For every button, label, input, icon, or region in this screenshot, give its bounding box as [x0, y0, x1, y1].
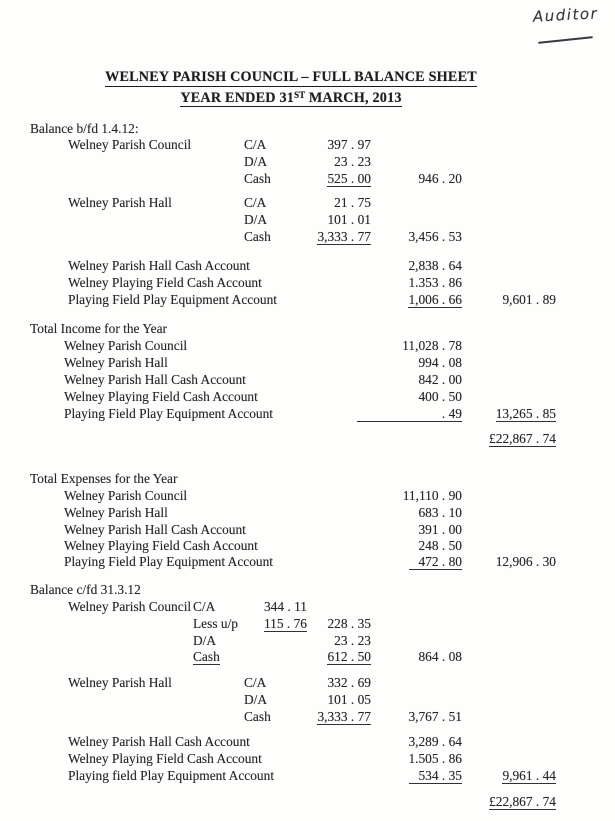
account-name: Welney Parish Hall Cash Account: [68, 258, 250, 273]
account-name: Welney Playing Field Cash Account: [68, 275, 262, 290]
ledger-row: [0, 554, 615, 571]
auditor-handwritten-note: Auditor: [532, 4, 599, 26]
amount-cell: 23 . 23: [334, 633, 371, 648]
amount-cell: 842 . 00: [418, 372, 462, 387]
ledger-row: [0, 768, 615, 785]
account-name: Playing field Play Equipment Account: [68, 768, 275, 783]
amount-cell: 2,838 . 64: [408, 258, 462, 273]
section-heading: Total Expenses for the Year: [30, 471, 178, 486]
ledger-row: [0, 372, 615, 389]
subtotal-amount: 864 . 08: [418, 649, 462, 664]
section-heading: Balance c/fd 31.3.12: [30, 582, 141, 597]
account-name: Welney Playing Field Cash Account: [68, 751, 262, 766]
ledger-row: [0, 258, 615, 275]
grand-total-amount: £22,867 . 74: [489, 431, 556, 446]
ledger-row: [0, 229, 615, 246]
amount-cell: 21 . 75: [334, 195, 371, 210]
section-total-amount: 9,961 . 44: [502, 768, 556, 783]
handwritten-underline-stroke: [538, 36, 593, 44]
amount-cell: 397 . 97: [327, 137, 371, 152]
account-name: Welney Parish Hall: [64, 355, 168, 370]
account-name: Welney Parish Council: [64, 338, 188, 353]
ledger-row: [0, 599, 615, 616]
ledger-row: [0, 649, 615, 666]
section-heading-row: [0, 471, 615, 488]
account-type-label: C/A: [193, 599, 216, 614]
account-name: Welney Playing Field Cash Account: [64, 538, 258, 553]
grand-total-amount: £22,867 . 74: [489, 794, 556, 809]
ledger-row: [0, 751, 615, 768]
amount-cell-underlined: 115 . 76: [263, 616, 307, 631]
ledger-row: [0, 338, 615, 355]
ordinal-superscript: ST: [294, 89, 306, 100]
section-heading: Balance b/fd 1.4.12:: [30, 121, 139, 136]
account-name: Welney Parish Council: [68, 137, 192, 152]
ledger-row: [0, 505, 615, 522]
subtotal-amount: 3,767 . 51: [408, 709, 462, 724]
ledger-row: [0, 616, 615, 633]
account-name: Welney Parish Hall: [64, 505, 168, 520]
account-name: Welney Parish Hall: [68, 675, 172, 690]
section-total-amount: 13,265 . 85: [495, 406, 556, 421]
document-title-line1: WELNEY PARISH COUNCIL – FULL BALANCE SHEET: [105, 69, 477, 85]
account-name: Welney Parish Hall: [68, 195, 172, 210]
ledger-row: [0, 292, 615, 309]
amount-cell: 228 . 35: [327, 616, 371, 631]
account-type-label: C/A: [244, 137, 267, 152]
ledger-row: [0, 406, 615, 423]
ledger-row: [0, 389, 615, 406]
account-type-label-underlined: Cash: [193, 649, 220, 664]
amount-cell-underlined: 534 . 35: [409, 768, 462, 784]
amount-cell: 1.353 . 86: [408, 275, 462, 290]
ledger-row: [0, 212, 615, 229]
account-name: Welney Parish Hall Cash Account: [64, 372, 246, 387]
account-name: Playing Field Play Equipment Account: [64, 406, 274, 421]
account-type-label: D/A: [244, 154, 268, 169]
amount-cell: 11,028 . 78: [402, 338, 462, 353]
ledger-row: [0, 692, 615, 709]
ledger-row: [0, 275, 615, 292]
account-type-label: Cash: [244, 229, 271, 244]
ledger-row: [0, 675, 615, 692]
account-name: Welney Parish Council: [68, 599, 192, 614]
ledger-row: [0, 633, 615, 650]
section-heading-row: [0, 582, 615, 599]
subtotal-amount: 946 . 20: [418, 171, 462, 186]
account-type-label: D/A: [244, 212, 268, 227]
account-type-label: Cash: [244, 171, 271, 186]
ledger-row: [0, 538, 615, 555]
ledger-row: [0, 355, 615, 372]
amount-cell: 400 . 50: [418, 389, 462, 404]
section-heading: Total Income for the Year: [30, 321, 168, 336]
account-type-label: Less u/p: [193, 616, 239, 631]
grand-total-row: [0, 794, 615, 811]
section-total-amount: 9,601 . 89: [502, 292, 556, 307]
account-type-label: D/A: [244, 692, 268, 707]
account-type-label: Cash: [244, 709, 271, 724]
account-name: Welney Parish Hall Cash Account: [68, 734, 250, 749]
amount-cell-underlined: 1,006 . 66: [408, 292, 462, 307]
amount-cell-underlined: 612 . 50: [327, 649, 371, 664]
amount-cell: 391 . 00: [418, 522, 462, 537]
section-heading-row: [0, 321, 615, 338]
ledger-row: [0, 488, 615, 505]
amount-cell: 344 . 11: [263, 599, 307, 614]
document-title-line2: YEAR ENDED 31ST MARCH, 2013: [180, 87, 401, 108]
section-heading-row: [0, 121, 615, 138]
amount-cell: 11,110 . 90: [402, 488, 462, 503]
amount-cell: 248 . 50: [418, 538, 462, 553]
amount-cell: 683 . 10: [418, 505, 462, 520]
amount-cell: 3,289 . 64: [408, 734, 462, 749]
account-name: Playing Field Play Equipment Account: [68, 292, 278, 307]
account-type-label: C/A: [244, 195, 267, 210]
amount-cell-underlined: 3,333 . 77: [317, 709, 371, 724]
account-name: Welney Parish Council: [64, 488, 188, 503]
ledger-row: [0, 734, 615, 751]
amount-cell: 101 . 01: [327, 212, 371, 227]
account-name: Welney Playing Field Cash Account: [64, 389, 258, 404]
ledger-row: [0, 137, 615, 154]
account-name: Welney Parish Hall Cash Account: [64, 522, 246, 537]
account-type-label: C/A: [244, 675, 267, 690]
subtotal-amount: 3,456 . 53: [408, 229, 462, 244]
amount-cell-underlined: . 49: [357, 406, 462, 422]
amount-cell-underlined: 525 . 00: [327, 171, 371, 186]
ledger-row: [0, 195, 615, 212]
ledger-row: [0, 154, 615, 171]
amount-cell: 994 . 08: [418, 355, 462, 370]
account-name: Playing Field Play Equipment Account: [64, 554, 274, 569]
ledger-row: [0, 171, 615, 188]
amount-cell: 332 . 69: [327, 675, 371, 690]
grand-total-row: [0, 431, 615, 448]
amount-cell: 101 . 05: [327, 692, 371, 707]
ledger-row: [0, 522, 615, 539]
section-total-amount: 12,906 . 30: [495, 554, 556, 569]
amount-cell: 23 . 23: [334, 154, 371, 169]
account-type-label: D/A: [193, 633, 217, 648]
ledger-row: [0, 709, 615, 726]
amount-cell-underlined: 472 . 80: [409, 554, 462, 570]
document-title: [0, 69, 582, 107]
amount-cell: 1.505 . 86: [408, 751, 462, 766]
amount-cell-underlined: 3,333 . 77: [317, 229, 371, 244]
